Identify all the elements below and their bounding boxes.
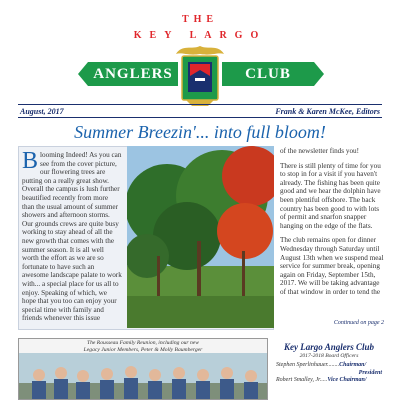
drop-cap: B: [22, 151, 39, 174]
masthead-banner-club: CLUB: [222, 62, 314, 86]
story-column-1-text: looming Indeed! As you can see from the cover picture, our flowering trees are putting on a really great show. Overall the campus is lush further beautified recently from more than the usual amount of summer showers and afternoon storms. Our grounds crews are quite busy working to stay ahead of all the new growth that comes with the summer season. It is all well worth the effort as we are so fortunate to have such an awesome landscape palate to work with... a special place for us all to enjoy. Speaking of which, we hope that you too can enjoy your special time with family and friends whenever this issue: [22, 151, 122, 323]
story-column-1: [22, 151, 122, 327]
headline: Summer Breezin'... into full bloom!: [74, 122, 326, 142]
editors-credit: Frank & Karen McKee, Editors: [275, 106, 380, 116]
masthead-the: THE: [181, 14, 219, 25]
officer-role: Vice Chairman/: [327, 377, 367, 384]
club-crest-icon: [168, 40, 232, 108]
cover-photo-flowering-trees: [127, 146, 274, 328]
story-paragraph-2: There is still plenty of time for you to stop in for a visit if you haven't already. The fishing has been quite good and we hear the dolphin have been plentiful offshore. The back country has been good to with lots of permit and snarfon snapper hanging on the edge of the flats.: [280, 161, 381, 230]
board-officer-row: [276, 370, 382, 378]
story-paragraph-1: of the newsletter finds you!: [280, 147, 360, 155]
officer-name: Robert Smalley, Jr.: [276, 377, 322, 384]
story-column-3: [280, 147, 384, 330]
board-title: Key Largo Anglers Club: [284, 342, 374, 352]
officer-name: Stephen Sperlinhauer: [276, 362, 328, 368]
story-paragraph-3: The club remains open for dinner Wednesday through Saturday until August 13th when we suspend meal service for summer break, opening again on Friday, September 15th, 2017. We will be taking advantage of that window in order to tend the: [280, 236, 384, 296]
officer-role: Chairman/: [339, 362, 367, 368]
masthead-banner-anglers: ANGLERS: [88, 62, 178, 86]
masthead-key-largo: KEY LARGO: [133, 30, 267, 41]
continued-link[interactable]: Continued on page 2: [333, 320, 384, 326]
board-officer-row: Robert Smalley, Jr.....Vice Chairman/: [276, 377, 367, 384]
caption-line-2: Legacy Junior Members, Peter & Molly Baumberger: [83, 347, 203, 353]
board-officers-panel: [276, 338, 382, 400]
issue-date: August, 2017: [20, 106, 64, 116]
board-officer-row: Stephen Sperlinhauer........Chairman/: [276, 362, 367, 368]
board-subtitle: 2017-2018 Board Officers: [299, 353, 359, 359]
family-reunion-caption: [18, 340, 268, 354]
masthead: [0, 0, 400, 104]
caption-line-1: The Rousseau Family Reunion, including our new: [86, 340, 200, 346]
officer-role: President: [358, 369, 382, 376]
dateline: [18, 104, 382, 118]
